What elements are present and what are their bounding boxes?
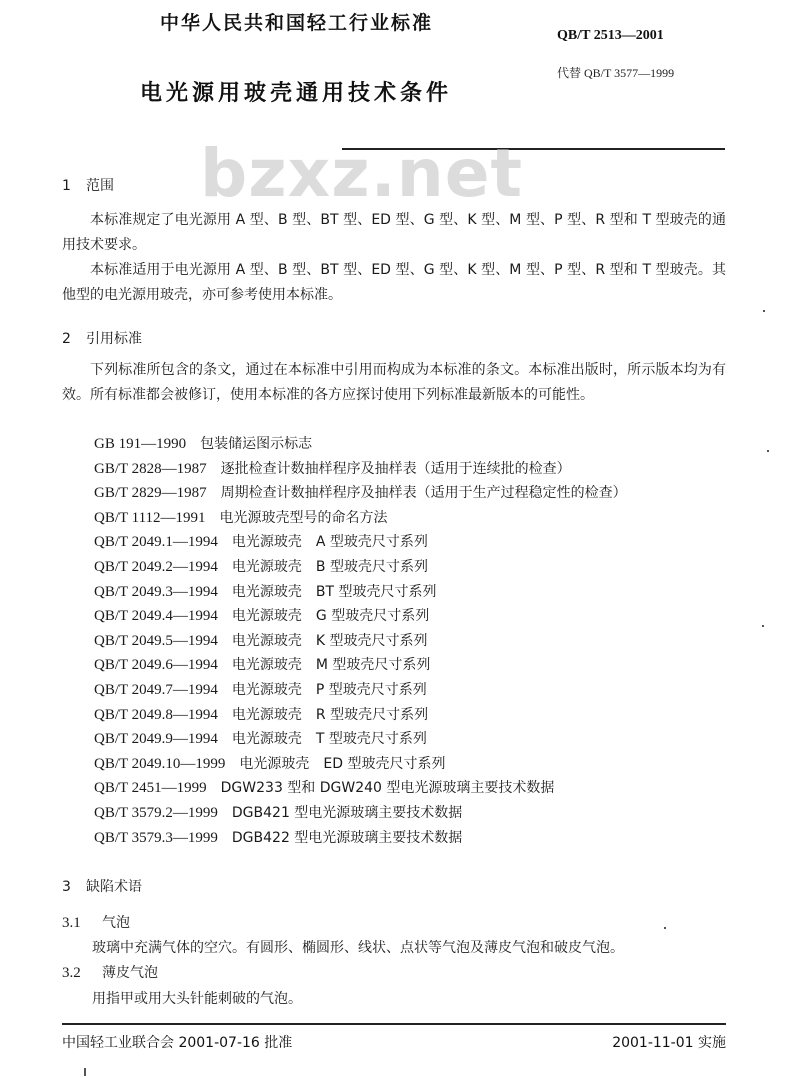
reference-code: QB/T 1112—1991 bbox=[94, 509, 206, 526]
reference-name: 逐批检查计数抽样程序及抽样表（适用于连续批的检查） bbox=[220, 460, 571, 477]
term-number: 3.1 bbox=[62, 915, 81, 931]
reference-name: 电光源玻壳 M 型玻壳尺寸系列 bbox=[231, 657, 431, 674]
standard-number: QB/T 2513—2001 bbox=[557, 28, 664, 43]
reference-code: QB/T 2049.1—1994 bbox=[94, 534, 218, 551]
reference-item bbox=[94, 826, 627, 851]
reference-item bbox=[94, 776, 627, 801]
reference-item bbox=[94, 678, 627, 703]
scan-speck bbox=[762, 625, 764, 627]
reference-code: QB/T 2049.6—1994 bbox=[94, 657, 218, 674]
reference-item bbox=[94, 727, 627, 752]
section-1-paragraph-1: 本标准规定了电光源用 A 型、B 型、BT 型、ED 型、G 型、K 型、M 型、P 型、R 型和 T 型玻壳的通用技术要求。 bbox=[62, 212, 726, 253]
section-2-heading bbox=[62, 328, 142, 348]
reference-item bbox=[94, 481, 627, 506]
scan-speck bbox=[767, 450, 769, 452]
reference-code: GB/T 2828—1987 bbox=[94, 460, 207, 477]
term-number: 3.2 bbox=[62, 965, 81, 981]
reference-name: 电光源玻壳 BT 型玻壳尺寸系列 bbox=[231, 583, 437, 600]
reference-item bbox=[94, 653, 627, 678]
reference-name: 电光源玻壳 K 型玻壳尺寸系列 bbox=[231, 632, 428, 649]
issuing-body-header: 中华人民共和国轻工行业标准 bbox=[160, 12, 434, 34]
section-number: 2 bbox=[62, 331, 71, 347]
section-3-heading bbox=[62, 876, 142, 896]
section-title: 范围 bbox=[86, 178, 114, 194]
reference-code: QB/T 2451—1999 bbox=[94, 780, 207, 797]
section-title: 引用标准 bbox=[86, 331, 142, 347]
section-1-paragraph-2: 本标准适用于电光源用 A 型、B 型、BT 型、ED 型、G 型、K 型、M 型、P 型、R 型和 T 型玻壳。其他型的电光源用玻壳，亦可参考使用本标准。 bbox=[62, 262, 726, 303]
reference-name: 包装储运图示标志 bbox=[200, 436, 313, 452]
reference-item bbox=[94, 703, 627, 728]
reference-code: QB/T 2049.2—1994 bbox=[94, 558, 218, 575]
implementation-date: 2001-11-01 实施 bbox=[612, 1035, 726, 1051]
reference-item bbox=[94, 801, 627, 826]
section-1-heading bbox=[62, 175, 114, 195]
section-number: 3 bbox=[62, 879, 71, 895]
reference-item bbox=[94, 555, 627, 580]
reference-code: QB/T 2049.7—1994 bbox=[94, 681, 218, 698]
section-2-paragraph-1: 下列标准所包含的条文，通过在本标准中引用而构成为本标准的条文。本标准出版时，所示版本均为有效。所有标准都会被修订，使用本标准的各方应探讨使用下列标准最新版本的可能性。 bbox=[62, 362, 726, 403]
reference-code: QB/T 2049.8—1994 bbox=[94, 706, 218, 723]
document-title: 电光源用玻壳通用技术条件 bbox=[140, 81, 453, 106]
reference-code: QB/T 2049.3—1994 bbox=[94, 583, 218, 600]
reference-name: 周期检查计数抽样程序及抽样表（适用于生产过程稳定性的检查） bbox=[220, 485, 627, 502]
reference-item bbox=[94, 530, 627, 555]
reference-name: DGW233 型和 DGW240 型电光源玻璃主要技术数据 bbox=[220, 780, 555, 797]
scan-speck bbox=[84, 1068, 86, 1076]
reference-item bbox=[94, 604, 627, 629]
reference-code: QB/T 2049.4—1994 bbox=[94, 608, 218, 625]
reference-code: QB/T 2049.10—1999 bbox=[94, 755, 226, 772]
term-3-2-heading bbox=[62, 962, 158, 982]
reference-item bbox=[94, 457, 627, 482]
scan-speck bbox=[664, 927, 666, 929]
term-title: 薄皮气泡 bbox=[102, 965, 158, 981]
reference-code: QB/T 3579.2—1999 bbox=[94, 804, 218, 821]
reference-name: 电光源玻壳型号的命名方法 bbox=[219, 509, 388, 526]
reference-item bbox=[94, 752, 627, 777]
term-title: 气泡 bbox=[102, 915, 130, 931]
term-3-2-definition: 用指甲或用大头针能刺破的气泡。 bbox=[92, 991, 302, 1007]
reference-code: QB/T 2049.5—1994 bbox=[94, 632, 218, 649]
reference-code: GB/T 2829—1987 bbox=[94, 485, 207, 502]
footer-divider bbox=[62, 1023, 726, 1025]
reference-name: 电光源玻壳 R 型玻壳尺寸系列 bbox=[231, 706, 429, 723]
reference-item bbox=[94, 432, 627, 457]
reference-code: QB/T 2049.9—1994 bbox=[94, 731, 218, 748]
reference-name: 电光源玻壳 ED 型玻壳尺寸系列 bbox=[239, 755, 446, 772]
scan-speck bbox=[763, 310, 765, 312]
watermark: bzxz.net bbox=[200, 135, 524, 212]
reference-name: 电光源玻壳 G 型玻壳尺寸系列 bbox=[231, 608, 430, 625]
reference-item bbox=[94, 580, 627, 605]
reference-code: QB/T 3579.3—1999 bbox=[94, 829, 218, 846]
term-3-1-heading bbox=[62, 912, 130, 932]
reference-code: GB 191—1990 bbox=[94, 436, 187, 452]
replaces-standard: 代替 QB/T 3577—1999 bbox=[557, 66, 675, 80]
section-title: 缺陷术语 bbox=[86, 879, 142, 895]
reference-name: DGB421 型电光源玻璃主要技术数据 bbox=[231, 804, 463, 821]
reference-name: DGB422 型电光源玻璃主要技术数据 bbox=[231, 829, 463, 846]
reference-name: 电光源玻壳 A 型玻壳尺寸系列 bbox=[231, 534, 428, 551]
reference-item bbox=[94, 629, 627, 654]
referenced-standards-list bbox=[94, 432, 627, 850]
reference-name: 电光源玻壳 B 型玻壳尺寸系列 bbox=[231, 558, 428, 575]
reference-name: 电光源玻壳 T 型玻壳尺寸系列 bbox=[231, 731, 427, 748]
approval-line: 中国轻工业联合会 2001-07-16 批准 bbox=[62, 1035, 293, 1051]
section-number: 1 bbox=[62, 178, 71, 194]
reference-name: 电光源玻壳 P 型玻壳尺寸系列 bbox=[231, 681, 427, 698]
reference-item bbox=[94, 506, 627, 531]
term-3-1-definition: 玻璃中充满气体的空穴。有圆形、椭圆形、线状、点状等气泡及薄皮气泡和破皮气泡。 bbox=[92, 940, 624, 956]
